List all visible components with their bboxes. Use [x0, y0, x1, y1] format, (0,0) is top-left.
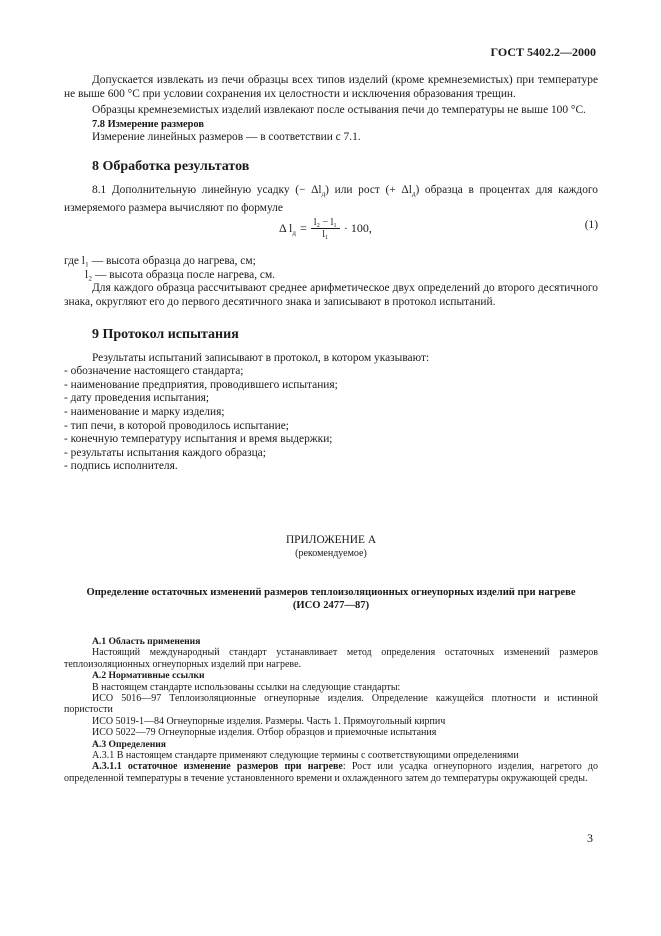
- where-l1: где l₁ — высота образца до нагрева, см;: [64, 255, 256, 268]
- a2-reference: ИСО 5022—79 Огнеупорные изделия. Отбор образцов и приемочные испытания: [92, 727, 437, 739]
- a1-heading: А.1 Область применения: [92, 635, 201, 647]
- subsection-7-8-heading: 7.8 Измерение размеров: [92, 118, 204, 130]
- where-l2: l₂ — высота образца после нагрева, см.: [85, 268, 275, 281]
- a2-reference: ИСО 5016—97 Теплоизоляционные огнеупорные изделия. Определение кажущейся плотности и истинной пористости: [64, 692, 598, 716]
- formula-lhs-sub: д: [292, 228, 296, 237]
- p81-part2: ) или рост (+ Δl: [325, 183, 412, 196]
- appendix-title: Определение остаточных изменений размеров теплоизоляционных огнеупорных изделий при нагреве: [86, 586, 576, 598]
- protocol-intro: Результаты испытаний записывают в протокол, в котором указывают:: [92, 351, 430, 364]
- formula-numerator: l₂ − l₁: [311, 217, 340, 229]
- formula-lhs-symbol: Δ l: [279, 220, 293, 235]
- formula-fraction: [311, 217, 340, 240]
- appendix-label: ПРИЛОЖЕНИЕ А: [285, 533, 377, 546]
- list-item: - тип печи, в которой проводилось испытание;: [64, 419, 289, 432]
- a311-term: А.3.1.1 остаточное изменение размеров при нагреве: [92, 761, 343, 773]
- page-number: 3: [587, 831, 593, 845]
- appendix-iso-ref: (ИСО 2477—87): [292, 599, 370, 611]
- paragraph-measurement: Измерение линейных размеров — в соответствии с 7.1.: [92, 131, 361, 144]
- page-content: [64, 74, 598, 784]
- list-item: - подпись исполнителя.: [64, 460, 178, 473]
- a2-reference: ИСО 5019-1—84 Огнеупорные изделия. Размеры. Часть 1. Прямоугольный кирпич: [92, 715, 446, 727]
- p81-part3: ) образца в процентах для каждого измеряемого размера вычисляют по формуле: [64, 183, 599, 214]
- list-item: - конечную температуру испытания и время выдержки;: [64, 433, 333, 446]
- list-item: - результаты испытания каждого образца;: [64, 446, 266, 459]
- a3-heading: А.3 Определения: [92, 738, 166, 750]
- formula-1: [64, 215, 598, 255]
- formula-tail: · 100,: [343, 221, 372, 236]
- list-item: - наименование предприятия, проводившего испытания;: [64, 378, 338, 391]
- paragraph-siliceous: Образцы кремнеземистых изделий извлекают после остывания печи до температуры не выше 100 °С.: [92, 104, 586, 117]
- appendix-body: [64, 636, 598, 784]
- paragraph-extraction-temp: Допускается извлекать из печи образцы всех типов изделий (кроме кремнеземистых) при температуре не выше 600 °С при условии сохранения их целостности и исключения образования трещин.: [64, 74, 598, 100]
- formula-expression: [279, 217, 372, 240]
- formula-number: (1): [584, 219, 598, 232]
- a1-text: Настоящий международный стандарт устанавливает метод определения остаточных изменений размеров теплоизоляционных огнеупорных изделий при нагреве.: [64, 647, 598, 670]
- formula-denominator: l₁: [322, 229, 329, 241]
- appendix-kind: (рекомендуемое): [295, 547, 367, 559]
- list-item: - обозначение настоящего стандарта;: [64, 365, 244, 378]
- formula-lhs: [279, 221, 296, 237]
- paragraph-8-1: [64, 184, 598, 215]
- p81-sub2: д: [411, 189, 416, 198]
- a3-intro: А.3.1 В настоящем стандарте применяют следующие термины с соответствующими определениями: [92, 749, 519, 761]
- p81-part1: 8.1 Дополнительную линейную усадку (− Δl: [92, 183, 322, 196]
- a311-text: : Рост или усадка огнеупорного изделия, нагретого до определенной температуры в течение установленного времени и охлажденного затем до температуры окружающей среды.: [64, 761, 598, 784]
- formula-equals: =: [299, 221, 307, 236]
- section-8-heading: 8 Обработка результатов: [92, 158, 250, 174]
- list-item: - дату проведения испытания;: [64, 392, 210, 405]
- standard-code-header: ГОСТ 5402.2—2000: [490, 45, 596, 59]
- a311-definition: [64, 761, 598, 784]
- paragraph-average: Для каждого образца рассчитывают среднее арифметическое двух определений до второго десятичного знака, округляют его до первого десятичного знака и записывают в протокол испытаний.: [64, 282, 598, 308]
- p81-sub1: д: [321, 189, 326, 198]
- list-item: - наименование и марку изделия;: [64, 405, 225, 418]
- section-9-heading: 9 Протокол испытания: [92, 326, 239, 342]
- a2-heading: А.2 Нормативные ссылки: [92, 670, 205, 682]
- a2-intro: В настоящем стандарте использованы ссылки на следующие стандарты:: [92, 681, 401, 693]
- protocol-list: [64, 365, 598, 474]
